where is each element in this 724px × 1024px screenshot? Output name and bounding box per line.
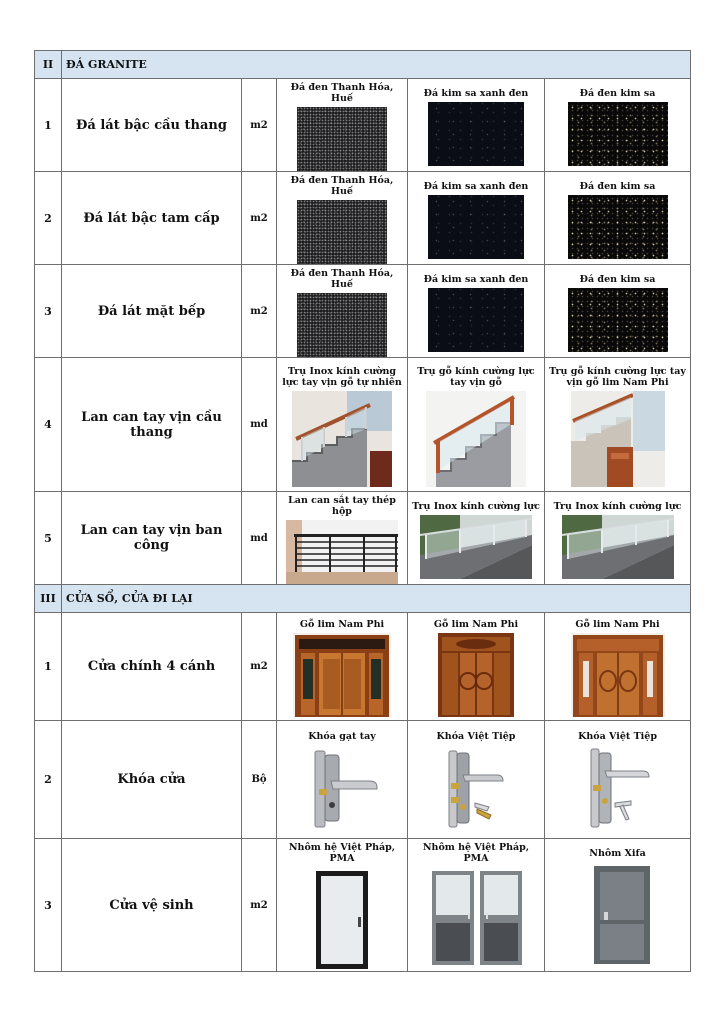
option-caption: Đá đen kim sa	[579, 180, 656, 192]
bathroom-door-image	[570, 862, 666, 966]
materials-table	[34, 50, 690, 972]
door-lock-image	[431, 745, 521, 831]
row-number: 3	[35, 839, 62, 972]
granite-swatch-image	[297, 107, 387, 171]
stair-railing-image	[571, 391, 665, 487]
granite-swatch-image	[568, 102, 668, 166]
option-caption: Nhôm Xifa	[589, 847, 646, 859]
option-caption: Trụ Inox kính cường lực tay vịn gỗ tự nhiên	[282, 365, 402, 388]
option-caption: Đá đen kim sa	[579, 87, 656, 99]
option-caption: Trụ gỗ kính cường lực tay vịn gỗ lim Nam Phi	[549, 365, 686, 388]
granite-swatch-image	[428, 102, 524, 166]
option-caption: Gỗ lim Nam Phi	[433, 619, 519, 630]
row-number: 2	[35, 721, 62, 839]
row-number: 4	[35, 358, 62, 492]
item-name: Cửa chính 4 cánh	[62, 613, 242, 721]
option-caption: Đá kim sa xanh đen	[423, 87, 529, 99]
bathroom-door-image	[428, 867, 524, 971]
table-row	[35, 265, 691, 358]
stair-railing-image	[292, 391, 392, 487]
option-caption: Nhôm hệ Việt Pháp, PMA	[422, 842, 530, 864]
item-name: Lan can tay vịn ban công	[62, 492, 242, 585]
balcony-railing-image	[420, 515, 532, 579]
row-number: 5	[35, 492, 62, 585]
option-caption: Khóa gạt tay	[308, 731, 376, 742]
item-name: Đá lát bậc tam cấp	[62, 172, 242, 265]
table-row	[35, 172, 691, 265]
item-name: Đá lát mặt bếp	[62, 265, 242, 358]
item-name: Cửa vệ sinh	[62, 839, 242, 972]
option-caption: Trụ gỗ kính cường lực tay vịn gỗ	[417, 365, 535, 388]
bathroom-door-image	[294, 867, 390, 971]
item-name: Khóa cửa	[62, 721, 242, 839]
section-number: III	[35, 585, 62, 613]
option-caption: Trụ Inox kính cường lực	[412, 500, 540, 512]
section-title: ĐÁ GRANITE	[62, 51, 691, 79]
stair-railing-image	[426, 391, 526, 487]
granite-swatch-image	[297, 200, 387, 264]
item-unit: md	[242, 492, 277, 585]
granite-swatch-image	[428, 195, 524, 259]
item-name: Lan can tay vịn cầu thang	[62, 358, 242, 492]
option-caption: Đá đen Thanh Hóa, Huế	[290, 82, 394, 104]
option-caption: Gỗ lim Nam Phi	[575, 619, 660, 630]
table-row	[35, 358, 691, 492]
option-caption: Đá kim sa xanh đen	[423, 273, 529, 285]
granite-swatch-image	[428, 288, 524, 352]
table-row	[35, 613, 691, 721]
row-number: 3	[35, 265, 62, 358]
door-lock-image	[297, 745, 387, 831]
door-lock-image	[573, 745, 663, 831]
option-caption: Khóa Việt Tiệp	[436, 731, 516, 742]
option-caption: Nhôm hệ Việt Pháp, PMA	[288, 842, 396, 864]
row-number: 1	[35, 79, 62, 172]
section-title: CỬA SỔ, CỬA ĐI LẠI	[62, 585, 691, 613]
table-row	[35, 79, 691, 172]
section-header-granite	[35, 51, 691, 79]
option-caption: Đá kim sa xanh đen	[423, 180, 529, 192]
row-number: 1	[35, 613, 62, 721]
table-row	[35, 721, 691, 839]
option-caption: Trụ Inox kính cường lực	[553, 500, 682, 512]
item-name: Đá lát bậc cầu thang	[62, 79, 242, 172]
item-unit: m2	[242, 613, 277, 721]
item-unit: m2	[242, 172, 277, 265]
item-unit: Bộ	[242, 721, 277, 839]
balcony-railing-image	[562, 515, 674, 579]
granite-swatch-image	[568, 195, 668, 259]
section-number: II	[35, 51, 62, 79]
option-caption: Đá đen kim sa	[579, 273, 656, 285]
option-caption: Khóa Việt Tiệp	[578, 731, 657, 742]
option-caption: Đá đen Thanh Hóa, Huế	[290, 175, 394, 197]
item-unit: md	[242, 358, 277, 492]
section-header-doors	[35, 585, 691, 613]
balcony-railing-image	[286, 520, 398, 584]
row-number: 2	[35, 172, 62, 265]
option-caption: Đá đen Thanh Hóa, Huế	[290, 268, 394, 290]
main-door-image	[438, 633, 514, 717]
table-row	[35, 839, 691, 972]
granite-swatch-image	[297, 293, 387, 357]
main-door-image	[293, 633, 391, 717]
item-unit: m2	[242, 79, 277, 172]
option-caption: Gỗ lim Nam Phi	[299, 619, 385, 630]
item-unit: m2	[242, 265, 277, 358]
item-unit: m2	[242, 839, 277, 972]
option-caption: Lan can sắt tay thép hộp	[288, 495, 396, 517]
table-row	[35, 492, 691, 585]
granite-swatch-image	[568, 288, 668, 352]
main-door-image	[571, 633, 665, 717]
